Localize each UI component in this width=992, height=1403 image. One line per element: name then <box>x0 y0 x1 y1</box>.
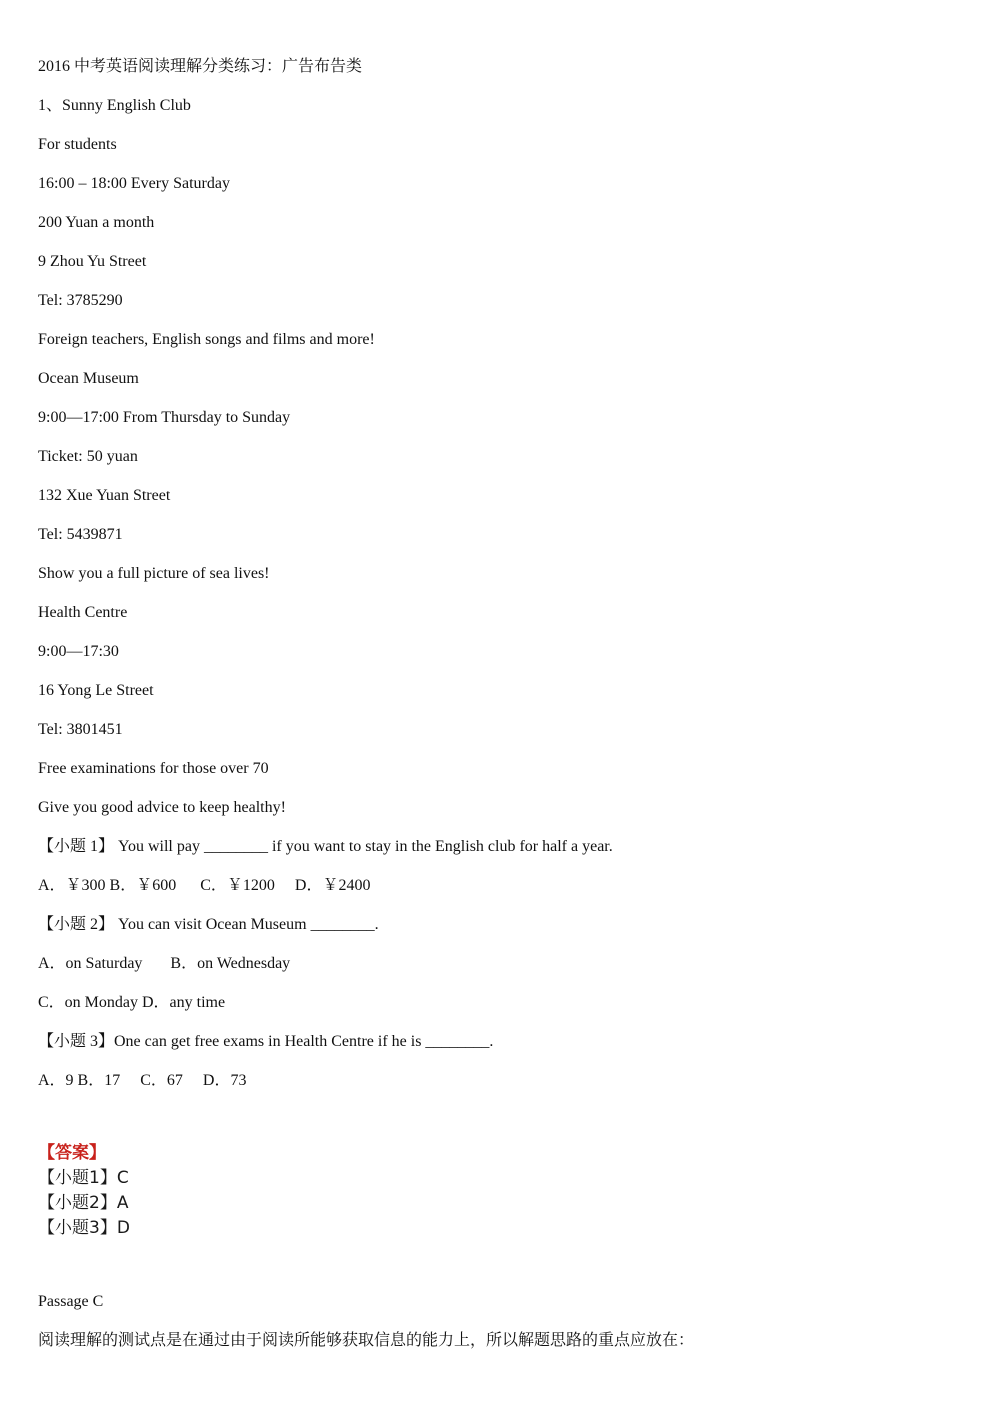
ad-line: Show you a full picture of sea lives! <box>38 565 270 582</box>
ad-line: Free examinations for those over 70 <box>38 760 269 777</box>
ad-line: 9:00—17:30 <box>38 643 119 660</box>
question-stem-1: 【小题 1】 You will pay ________ if you want to stay in the English club for half a year. <box>38 838 613 855</box>
answer-block <box>38 1141 158 1241</box>
answer-item: 【小题3】D <box>38 1218 130 1238</box>
ad-line: Tel: 5439871 <box>38 526 123 543</box>
ad-line: 200 Yuan a month <box>38 214 155 231</box>
ad-line: 9:00—17:00 From Thursday to Sunday <box>38 409 291 426</box>
answer-title: 【答案】 <box>38 1143 106 1163</box>
ad-line: Tel: 3785290 <box>38 292 123 309</box>
ad-line: Foreign teachers, English songs and films and more! <box>38 331 375 348</box>
question-stem-2: 【小题 2】 You can visit Ocean Museum ________. <box>38 916 379 933</box>
question-stem-3: 【小题 3】One can get free exams in Health Centre if he is ________. <box>38 1033 494 1050</box>
ad-line: For students <box>38 136 117 153</box>
document-title: 2016 中考英语阅读理解分类练习：广告布告类 <box>38 58 363 75</box>
answer-item: 【小题2】A <box>38 1193 129 1213</box>
ad-line: 132 Xue Yuan Street <box>38 487 171 504</box>
answer-item: 【小题1】C <box>38 1168 129 1188</box>
ad-line: 16 Yong Le Street <box>38 682 154 699</box>
ad-line: 9 Zhou Yu Street <box>38 253 147 270</box>
question-options-1: A．￥300 B．￥600 C．￥1200 D．￥2400 <box>38 877 371 894</box>
question-options-3: A．9 B．17 C．67 D．73 <box>38 1072 247 1089</box>
question-heading: 1、Sunny English Club <box>38 97 191 114</box>
ad-line: Give you good advice to keep healthy! <box>38 799 286 816</box>
ad-name: Ocean Museum <box>38 370 139 387</box>
ad-line: Ticket: 50 yuan <box>38 448 138 465</box>
question-options-2a: A．on Saturday B．on Wednesday <box>38 955 291 972</box>
ad-name: Health Centre <box>38 604 128 621</box>
ad-line: Tel: 3801451 <box>38 721 123 738</box>
passage-label: Passage C <box>38 1293 104 1310</box>
question-options-2b: C．on Monday D．any time <box>38 994 226 1011</box>
closing-text: 阅读理解的测试点是在通过由于阅读所能够获取信息的能力上，所以解题思路的重点应放在： <box>38 1332 695 1349</box>
ad-line: 16:00 – 18:00 Every Saturday <box>38 175 230 192</box>
